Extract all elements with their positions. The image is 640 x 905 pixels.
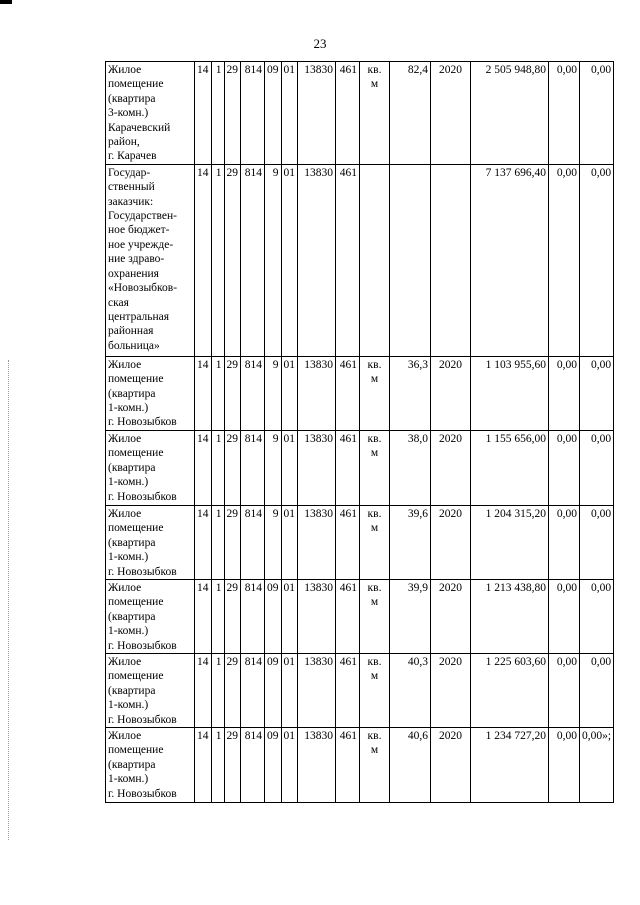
code-cell: 9 <box>265 164 282 356</box>
value-cell: 0,00 <box>549 164 580 356</box>
code-cell: 461 <box>336 164 360 356</box>
code-cell: 461 <box>336 356 360 430</box>
code-cell: 01 <box>281 505 298 579</box>
object-name-cell: Жилое помещение (квартира 3-комн.) Карачевский район, г. Карачев <box>106 62 195 165</box>
code-cell: 9 <box>265 356 282 430</box>
code-cell: 01 <box>281 164 298 356</box>
year-cell: 2020 <box>431 62 471 165</box>
unit-cell: кв. м <box>360 356 390 430</box>
year-cell: 2020 <box>431 727 471 802</box>
value-cell: 0,00 <box>549 727 580 802</box>
value-cell: 0,00 <box>549 579 580 653</box>
amount-cell: 1 213 438,80 <box>471 579 549 653</box>
code-cell: 13830 <box>298 430 336 505</box>
code-cell: 01 <box>281 356 298 430</box>
code-cell: 14 <box>195 505 212 579</box>
code-cell: 29 <box>224 653 241 727</box>
code-cell: 461 <box>336 727 360 802</box>
quantity-cell: 39,9 <box>390 579 431 653</box>
object-name-cell: Государ- ственный заказчик: Государствен- ное бюджет- ное учрежде- ние здраво- охранения «Новозыбков- ская центральная районная больница» <box>106 164 195 356</box>
amount-cell: 1 204 315,20 <box>471 505 549 579</box>
code-cell: 14 <box>195 579 212 653</box>
code-cell: 29 <box>224 505 241 579</box>
amount-cell: 1 225 603,60 <box>471 653 549 727</box>
code-cell: 01 <box>281 579 298 653</box>
code-cell: 1 <box>211 579 224 653</box>
amount-cell: 1 234 727,20 <box>471 727 549 802</box>
code-cell: 461 <box>336 653 360 727</box>
unit-cell: кв. м <box>360 430 390 505</box>
code-cell: 01 <box>281 62 298 165</box>
year-cell: 2020 <box>431 505 471 579</box>
unit-cell: кв. м <box>360 505 390 579</box>
code-cell: 01 <box>281 727 298 802</box>
code-cell: 1 <box>211 653 224 727</box>
code-cell: 814 <box>241 505 265 579</box>
object-name-cell: Жилое помещение (квартира 1-комн.) г. Новозыбков <box>106 579 195 653</box>
value-cell: 0,00 <box>580 62 614 165</box>
year-cell: 2020 <box>431 356 471 430</box>
year-cell: 2020 <box>431 579 471 653</box>
year-cell: 2020 <box>431 430 471 505</box>
quantity-cell: 38,0 <box>390 430 431 505</box>
code-cell: 09 <box>265 653 282 727</box>
code-cell: 13830 <box>298 356 336 430</box>
code-cell: 814 <box>241 579 265 653</box>
value-cell: 0,00 <box>580 430 614 505</box>
quantity-cell: 40,6 <box>390 727 431 802</box>
code-cell: 13830 <box>298 62 336 165</box>
unit-cell <box>360 164 390 356</box>
scan-corner-mark <box>0 0 12 4</box>
object-name-cell: Жилое помещение (квартира 1-комн.) г. Новозыбков <box>106 430 195 505</box>
code-cell: 1 <box>211 62 224 165</box>
code-cell: 1 <box>211 164 224 356</box>
table-row <box>106 164 614 356</box>
code-cell: 814 <box>241 653 265 727</box>
table-row <box>106 727 614 802</box>
code-cell: 09 <box>265 727 282 802</box>
table-row <box>106 430 614 505</box>
code-cell: 13830 <box>298 164 336 356</box>
year-cell: 2020 <box>431 653 471 727</box>
code-cell: 14 <box>195 164 212 356</box>
object-name-cell: Жилое помещение (квартира 1-комн.) г. Новозыбков <box>106 505 195 579</box>
code-cell: 461 <box>336 505 360 579</box>
table-row <box>106 579 614 653</box>
code-cell: 1 <box>211 430 224 505</box>
code-cell: 13830 <box>298 653 336 727</box>
code-cell: 461 <box>336 579 360 653</box>
code-cell: 814 <box>241 430 265 505</box>
value-cell: 0,00 <box>580 579 614 653</box>
code-cell: 9 <box>265 430 282 505</box>
value-cell: 0,00 <box>580 164 614 356</box>
object-table <box>105 61 614 803</box>
code-cell: 1 <box>211 505 224 579</box>
code-cell: 13830 <box>298 727 336 802</box>
code-cell: 29 <box>224 579 241 653</box>
margin-dotted-line <box>8 360 9 840</box>
object-name-cell: Жилое помещение (квартира 1-комн.) г. Новозыбков <box>106 356 195 430</box>
code-cell: 1 <box>211 727 224 802</box>
value-cell: 0,00 <box>549 505 580 579</box>
value-cell: 0,00 <box>580 356 614 430</box>
value-cell: 0,00 <box>549 430 580 505</box>
code-cell: 1 <box>211 356 224 430</box>
value-cell: 0,00 <box>580 505 614 579</box>
code-cell: 13830 <box>298 579 336 653</box>
quantity-cell: 36,3 <box>390 356 431 430</box>
value-cell: 0,00 <box>580 653 614 727</box>
code-cell: 29 <box>224 62 241 165</box>
unit-cell: кв. м <box>360 653 390 727</box>
amount-cell: 1 155 656,00 <box>471 430 549 505</box>
code-cell: 14 <box>195 62 212 165</box>
value-cell: 0,00»; <box>580 727 614 802</box>
value-cell: 0,00 <box>549 653 580 727</box>
code-cell: 814 <box>241 164 265 356</box>
code-cell: 14 <box>195 356 212 430</box>
code-cell: 29 <box>224 356 241 430</box>
year-cell <box>431 164 471 356</box>
object-name-cell: Жилое помещение (квартира 1-комн.) г. Новозыбков <box>106 727 195 802</box>
quantity-cell <box>390 164 431 356</box>
code-cell: 9 <box>265 505 282 579</box>
amount-cell: 2 505 948,80 <box>471 62 549 165</box>
code-cell: 814 <box>241 727 265 802</box>
unit-cell: кв. м <box>360 62 390 165</box>
code-cell: 01 <box>281 653 298 727</box>
code-cell: 29 <box>224 164 241 356</box>
object-name-cell: Жилое помещение (квартира 1-комн.) г. Новозыбков <box>106 653 195 727</box>
amount-cell: 7 137 696,40 <box>471 164 549 356</box>
table-row <box>106 356 614 430</box>
value-cell: 0,00 <box>549 356 580 430</box>
code-cell: 29 <box>224 430 241 505</box>
value-cell: 0,00 <box>549 62 580 165</box>
code-cell: 461 <box>336 430 360 505</box>
code-cell: 13830 <box>298 505 336 579</box>
code-cell: 14 <box>195 727 212 802</box>
code-cell: 09 <box>265 579 282 653</box>
quantity-cell: 40,3 <box>390 653 431 727</box>
code-cell: 14 <box>195 430 212 505</box>
unit-cell: кв. м <box>360 727 390 802</box>
page-number: 23 <box>313 36 327 51</box>
code-cell: 01 <box>281 430 298 505</box>
code-cell: 09 <box>265 62 282 165</box>
quantity-cell: 39,6 <box>390 505 431 579</box>
code-cell: 461 <box>336 62 360 165</box>
table-row <box>106 505 614 579</box>
amount-cell: 1 103 955,60 <box>471 356 549 430</box>
code-cell: 814 <box>241 356 265 430</box>
table-row <box>106 62 614 165</box>
code-cell: 29 <box>224 727 241 802</box>
unit-cell: кв. м <box>360 579 390 653</box>
code-cell: 814 <box>241 62 265 165</box>
quantity-cell: 82,4 <box>390 62 431 165</box>
table-row <box>106 653 614 727</box>
code-cell: 14 <box>195 653 212 727</box>
